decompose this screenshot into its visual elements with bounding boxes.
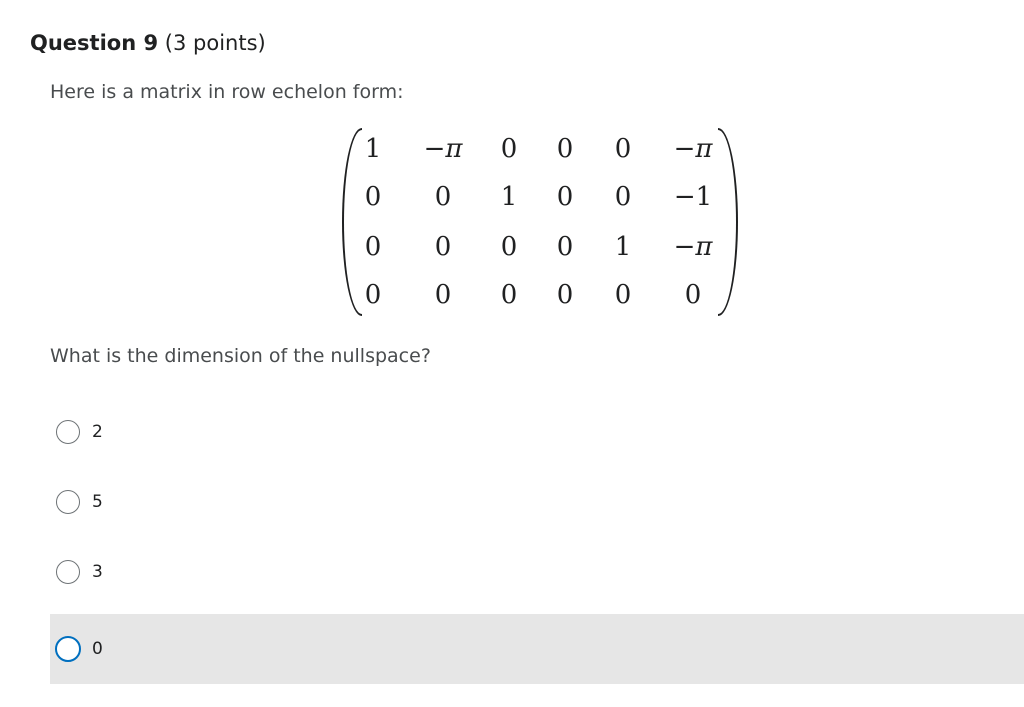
matrix-cell: −π (423, 134, 463, 164)
matrix (338, 126, 742, 320)
matrix-cell: 0 (500, 280, 518, 310)
matrix-cell: 0 (434, 280, 452, 310)
question-text: What is the dimension of the nullspace? (50, 345, 431, 367)
matrix-cell: 0 (364, 182, 382, 212)
matrix-cell: −π (673, 134, 713, 164)
matrix-cell: 0 (434, 182, 452, 212)
matrix-cell: 0 (434, 232, 452, 262)
matrix-right-paren (718, 128, 738, 316)
radio-button[interactable] (56, 560, 80, 584)
question-header (30, 31, 266, 55)
question-points: (3 points) (164, 31, 266, 55)
option-5[interactable] (50, 467, 1024, 537)
radio-button[interactable] (56, 420, 80, 444)
matrix-cell: 0 (556, 182, 574, 212)
matrix-cell: 0 (614, 182, 632, 212)
matrix-cell: 0 (556, 280, 574, 310)
matrix-cell: 0 (500, 232, 518, 262)
matrix-cell: −π (673, 232, 713, 262)
question-title: Question 9 (30, 31, 159, 55)
matrix-cell: 0 (556, 134, 574, 164)
matrix-cell: 0 (614, 134, 632, 164)
matrix-cell: 0 (614, 280, 632, 310)
matrix-cell: 0 (500, 134, 518, 164)
radio-button[interactable] (56, 490, 80, 514)
matrix-cell: 1 (614, 232, 632, 262)
option-0[interactable] (50, 614, 1024, 684)
radio-button[interactable] (55, 636, 81, 662)
option-label[interactable]: 5 (92, 492, 103, 512)
matrix-cell: 0 (556, 232, 574, 262)
option-label[interactable]: 2 (92, 422, 103, 442)
matrix-cell: −1 (673, 182, 713, 212)
matrix-cell: 0 (364, 280, 382, 310)
option-label[interactable]: 0 (92, 639, 103, 659)
option-label[interactable]: 3 (92, 562, 103, 582)
matrix-cell: 0 (364, 232, 382, 262)
option-3[interactable] (50, 537, 1024, 607)
matrix-cell: 1 (364, 134, 382, 164)
matrix-cell: 1 (500, 182, 518, 212)
matrix-cell: 0 (684, 280, 702, 310)
option-2[interactable] (50, 397, 1024, 467)
question-prompt: Here is a matrix in row echelon form: (50, 81, 404, 103)
